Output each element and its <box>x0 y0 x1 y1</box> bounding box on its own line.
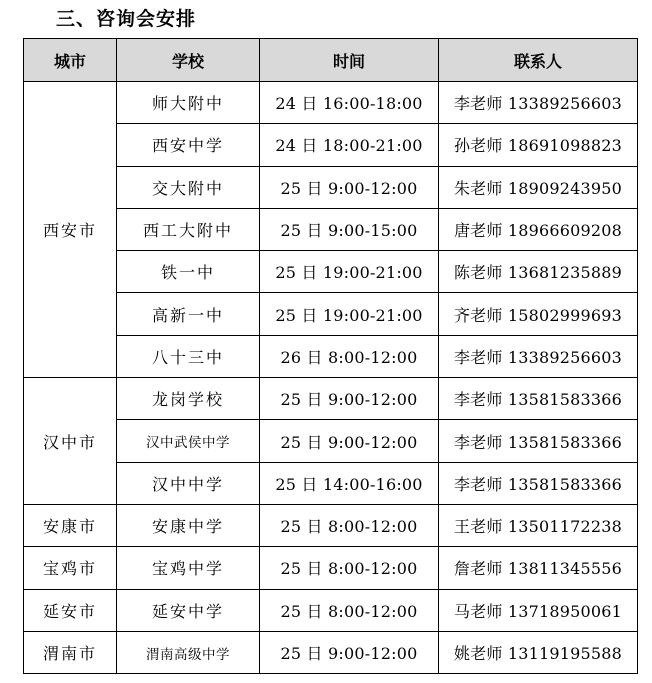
school-cell: 师大附中 <box>117 82 260 124</box>
contact-cell: 李老师 13581583366 <box>439 378 638 420</box>
school-cell: 交大附中 <box>117 166 260 208</box>
table-row <box>24 124 638 166</box>
consultation-schedule-table <box>23 38 638 674</box>
school-cell: 高新一中 <box>117 293 260 335</box>
time-cell: 25 日 8:00-12:00 <box>260 547 439 589</box>
time-cell: 24 日 18:00-21:00 <box>260 124 439 166</box>
contact-cell: 詹老师 13811345556 <box>439 547 638 589</box>
school-cell: 西工大附中 <box>117 208 260 250</box>
time-cell: 25 日 9:00-12:00 <box>260 420 439 462</box>
table-row <box>24 378 638 420</box>
school-cell: 西安中学 <box>117 124 260 166</box>
city-cell: 西安市 <box>24 82 117 378</box>
contact-cell: 孙老师 18691098823 <box>439 124 638 166</box>
header-time: 时间 <box>260 39 439 82</box>
section-title: 三、咨询会安排 <box>56 8 197 30</box>
table-row <box>24 293 638 335</box>
contact-cell: 齐老师 15802999693 <box>439 293 638 335</box>
table-row <box>24 547 638 589</box>
school-cell: 延安中学 <box>117 589 260 631</box>
contact-cell: 朱老师 18909243950 <box>439 166 638 208</box>
school-cell: 渭南高级中学 <box>117 631 260 673</box>
table-row <box>24 208 638 250</box>
table-row <box>24 166 638 208</box>
table-row <box>24 504 638 546</box>
header-row <box>24 39 638 82</box>
table-row <box>24 335 638 377</box>
table-row <box>24 462 638 504</box>
contact-cell: 唐老师 18966609208 <box>439 208 638 250</box>
time-cell: 25 日 19:00-21:00 <box>260 251 439 293</box>
time-cell: 25 日 14:00-16:00 <box>260 462 439 504</box>
table-row <box>24 589 638 631</box>
school-cell: 铁一中 <box>117 251 260 293</box>
school-cell: 八十三中 <box>117 335 260 377</box>
contact-cell: 李老师 13581583366 <box>439 462 638 504</box>
table-row <box>24 82 638 124</box>
time-cell: 25 日 9:00-12:00 <box>260 378 439 420</box>
contact-cell: 陈老师 13681235889 <box>439 251 638 293</box>
city-cell: 延安市 <box>24 589 117 631</box>
table-row <box>24 251 638 293</box>
school-cell: 安康中学 <box>117 504 260 546</box>
time-cell: 25 日 19:00-21:00 <box>260 293 439 335</box>
table-row <box>24 631 638 673</box>
school-cell: 龙岗学校 <box>117 378 260 420</box>
city-cell: 渭南市 <box>24 631 117 673</box>
time-cell: 25 日 9:00-15:00 <box>260 208 439 250</box>
city-cell: 宝鸡市 <box>24 547 117 589</box>
header-city: 城市 <box>24 39 117 82</box>
time-cell: 25 日 8:00-12:00 <box>260 589 439 631</box>
school-cell: 汉中武侯中学 <box>117 420 260 462</box>
header-contact: 联系人 <box>439 39 638 82</box>
time-cell: 26 日 8:00-12:00 <box>260 335 439 377</box>
contact-cell: 姚老师 13119195588 <box>439 631 638 673</box>
contact-cell: 马老师 13718950061 <box>439 589 638 631</box>
school-cell: 宝鸡中学 <box>117 547 260 589</box>
time-cell: 24 日 16:00-18:00 <box>260 82 439 124</box>
time-cell: 25 日 8:00-12:00 <box>260 504 439 546</box>
table-row <box>24 420 638 462</box>
school-cell: 汉中中学 <box>117 462 260 504</box>
contact-cell: 李老师 13389256603 <box>439 335 638 377</box>
time-cell: 25 日 9:00-12:00 <box>260 631 439 673</box>
contact-cell: 李老师 13389256603 <box>439 82 638 124</box>
contact-cell: 王老师 13501172238 <box>439 504 638 546</box>
city-cell: 安康市 <box>24 504 117 546</box>
contact-cell: 李老师 13581583366 <box>439 420 638 462</box>
header-school: 学校 <box>117 39 260 82</box>
city-cell: 汉中市 <box>24 378 117 505</box>
time-cell: 25 日 9:00-12:00 <box>260 166 439 208</box>
